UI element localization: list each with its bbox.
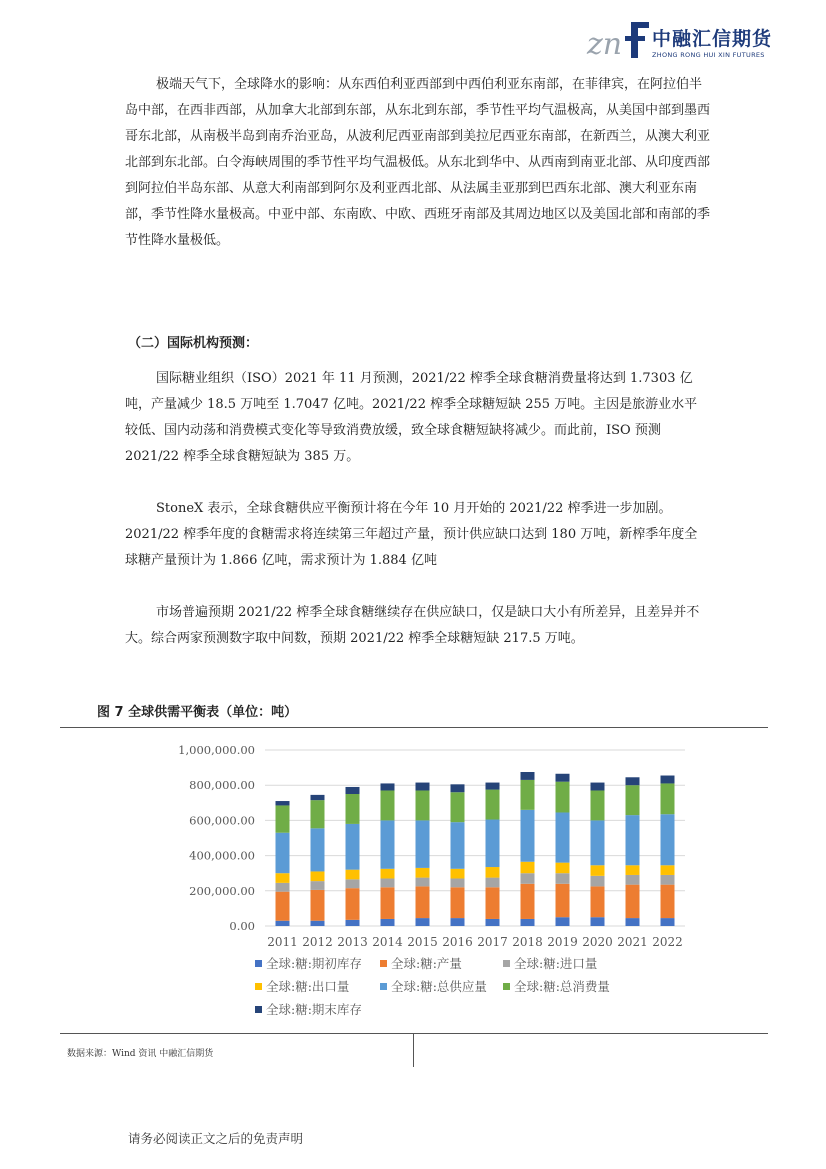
legend-label: 全球:糖:期末库存 xyxy=(266,1002,362,1017)
legend-swatch xyxy=(380,960,387,967)
bar-segment xyxy=(556,917,570,926)
x-tick-label: 2019 xyxy=(547,935,578,949)
bar-segment xyxy=(521,810,535,862)
bar-segment xyxy=(521,919,535,926)
bar-segment xyxy=(626,875,640,885)
legend-label: 全球:糖:期初库存 xyxy=(266,956,362,971)
bar-segment xyxy=(521,780,535,810)
y-tick-label: 600,000.00 xyxy=(189,813,255,828)
bar-segment xyxy=(661,865,675,875)
bar-segment xyxy=(416,868,430,878)
bar-segment xyxy=(381,790,395,820)
bar-segment xyxy=(346,920,360,926)
bar-segment xyxy=(591,876,605,887)
bar-segment xyxy=(486,887,500,919)
bar-segment xyxy=(311,881,325,890)
paragraph-stonex: StoneX 表示，全球食糖供应平衡预计将在今年 10 月开始的 2021/22 榨季进一步加剧。2021/22 榨季年度的食糖需求将连续第三年超过产量，预计供应缺口达到 180 万吨，新榨季年度全球糖产量预计为 1.866 亿吨，需求预计为 1.884 亿吨 xyxy=(125,501,698,568)
bar-segment xyxy=(451,878,465,887)
bar-segment xyxy=(556,812,570,862)
legend-label: 全球:糖:总供应量 xyxy=(391,979,487,994)
bar-segment xyxy=(661,918,675,926)
figure-bottom-rule xyxy=(60,1033,768,1034)
bar-segment xyxy=(276,892,290,921)
bar-segment xyxy=(521,873,535,884)
bar-segment xyxy=(486,867,500,878)
legend-swatch xyxy=(380,983,387,990)
x-tick-label: 2012 xyxy=(302,935,333,949)
bar-segment xyxy=(451,918,465,926)
bar-segment xyxy=(381,783,395,790)
y-tick-label: 0.00 xyxy=(229,919,255,933)
bar-segment xyxy=(626,777,640,785)
bar-segment xyxy=(451,822,465,869)
x-tick-label: 2018 xyxy=(512,935,543,949)
bar-segment xyxy=(381,869,395,879)
legend-swatch xyxy=(255,1006,262,1013)
footer-disclaimer: 请务必阅读正文之后的免责声明 xyxy=(128,1131,304,1146)
bar-segment xyxy=(346,870,360,880)
bar-segment xyxy=(276,801,290,805)
bar-segment xyxy=(276,921,290,926)
y-tick-label: 800,000.00 xyxy=(189,778,255,793)
bar-segment xyxy=(521,884,535,919)
bar-segment xyxy=(381,820,395,868)
logo-english-name: ZHONG RONG HUI XIN FUTURES xyxy=(652,51,765,59)
bar-segment xyxy=(556,873,570,884)
legend-label: 全球:糖:产量 xyxy=(391,956,462,971)
bar-segment xyxy=(381,919,395,926)
y-tick-label: 400,000.00 xyxy=(189,848,255,863)
x-tick-label: 2013 xyxy=(337,935,368,949)
figure-divider xyxy=(413,1033,414,1067)
bar-segment xyxy=(311,890,325,921)
figure-title: 图 7 全球供需平衡表（单位：吨） xyxy=(97,705,298,720)
x-tick-label: 2020 xyxy=(582,935,613,949)
bar-segment xyxy=(311,828,325,871)
logo-mark xyxy=(586,22,649,62)
bar-segment xyxy=(486,790,500,820)
bar-segment xyxy=(276,805,290,832)
bar-segment xyxy=(381,887,395,919)
bar-segment xyxy=(521,772,535,780)
bar-segment xyxy=(451,784,465,792)
bar-segment xyxy=(486,783,500,790)
bar-segment xyxy=(451,792,465,822)
logo-company-name: 中融汇信期货 xyxy=(652,28,773,50)
bar-segment xyxy=(591,790,605,820)
bar-segment xyxy=(591,886,605,917)
y-tick-label: 200,000.00 xyxy=(189,883,255,898)
bar-segment xyxy=(556,884,570,917)
supply-demand-chart xyxy=(160,738,705,1028)
bar-segment xyxy=(311,795,325,800)
x-tick-label: 2014 xyxy=(372,935,403,949)
bar-segment xyxy=(626,785,640,815)
bar-segment xyxy=(486,820,500,868)
svg-text:zn: zn xyxy=(587,27,623,62)
bar-segment xyxy=(451,887,465,918)
x-tick-label: 2016 xyxy=(442,935,473,949)
bar-segment xyxy=(416,790,430,820)
bar-segment xyxy=(416,918,430,926)
bar-segment xyxy=(661,875,675,885)
bar-segment xyxy=(486,919,500,926)
bar-segment xyxy=(591,917,605,926)
bar-segment xyxy=(311,800,325,828)
bar-segment xyxy=(346,794,360,824)
legend-swatch xyxy=(503,983,510,990)
bar-segment xyxy=(416,878,430,887)
bar-segment xyxy=(556,774,570,782)
bar-segment xyxy=(311,871,325,881)
bar-segment xyxy=(661,776,675,784)
bar-segment xyxy=(346,888,360,920)
legend-label: 全球:糖:总消费量 xyxy=(514,979,610,994)
bar-segment xyxy=(276,883,290,892)
bar-segment xyxy=(416,820,430,868)
bar-segment xyxy=(486,878,500,888)
bar-segment xyxy=(626,885,640,918)
legend-swatch xyxy=(255,960,262,967)
bar-segment xyxy=(661,783,675,814)
bar-segment xyxy=(276,833,290,873)
bar-segment xyxy=(521,862,535,873)
x-tick-label: 2011 xyxy=(267,935,298,949)
bar-segment xyxy=(346,824,360,870)
bar-segment xyxy=(626,918,640,926)
legend-swatch xyxy=(255,983,262,990)
bar-segment xyxy=(451,869,465,879)
bar-segment xyxy=(311,921,325,926)
bar-segment xyxy=(626,815,640,865)
bar-segment xyxy=(661,885,675,918)
section-heading: （二）国际机构预测： xyxy=(128,336,259,351)
bar-segment xyxy=(661,814,675,865)
bar-segment xyxy=(346,879,360,888)
bar-segment xyxy=(276,873,290,883)
bar-segment xyxy=(416,886,430,918)
paragraph-weather: 极端天气下，全球降水的影响：从东西伯利亚西部到中西伯利亚东南部，在菲律宾，在阿拉伯半岛中部，在西非西部，从加拿大北部到东部，从东北到东部，季节性平均气温极高，从美国中部到墨西哥东北部，从南极半岛到南乔治亚岛，从波利尼西亚南部到美拉尼西亚东南部，在新西兰，从澳大利亚北部到东北部。白令海峡周围的季节性平均气温极低。从东北到华中、从西南到南亚北部、从印度西部到阿拉伯半岛东部、从意大利南部到阿尔及利亚西北部、从法属圭亚那到巴西东北部、澳大利亚东南部，季节性降水量极高。中亚中部、东南欧、中欧、西班牙南部及其周边地区以及美国北部和南部的季节性降水量极低。 xyxy=(125,77,711,248)
y-tick-label: 1,000,000.00 xyxy=(178,743,255,757)
bar-segment xyxy=(591,865,605,876)
legend-label: 全球:糖:出口量 xyxy=(266,979,350,994)
bar-segment xyxy=(591,783,605,791)
data-source: 数据来源：Wind 资讯 中融汇信期货 xyxy=(67,1049,214,1059)
x-tick-label: 2022 xyxy=(652,935,683,949)
bar-segment xyxy=(556,863,570,874)
bar-segment xyxy=(556,782,570,813)
bar-segment xyxy=(591,820,605,865)
x-tick-label: 2015 xyxy=(407,935,438,949)
paragraph-summary: 市场普遍预期 2021/22 榨季全球食糖继续存在供应缺口，仅是缺口大小有所差异，且差异并不大。综合两家预测数字取中间数，预期 2021/22 榨季全球糖短缺 217.5 万吨。 xyxy=(125,605,700,646)
bar-segment xyxy=(346,787,360,794)
bar-segment xyxy=(626,865,640,875)
bar-segment xyxy=(381,878,395,887)
legend-swatch xyxy=(503,960,510,967)
legend-label: 全球:糖:进口量 xyxy=(514,956,598,971)
x-tick-label: 2021 xyxy=(617,935,648,949)
figure-top-rule xyxy=(60,727,768,728)
bar-segment xyxy=(416,783,430,791)
paragraph-iso: 国际糖业组织（ISO）2021 年 11 月预测，2021/22 榨季全球食糖消费量将达到 1.7303 亿吨，产量减少 18.5 万吨至 1.7047 亿吨。2021/22 榨季全球糖短缺 255 万吨。主因是旅游业水平较低、国内动荡和消费模式变化等导致消费放缓，致全球食糖短缺将减少。而此前，ISO 预测 2021/22 榨季全球食糖短缺为 385 万。 xyxy=(125,371,698,464)
x-tick-label: 2017 xyxy=(477,935,508,949)
